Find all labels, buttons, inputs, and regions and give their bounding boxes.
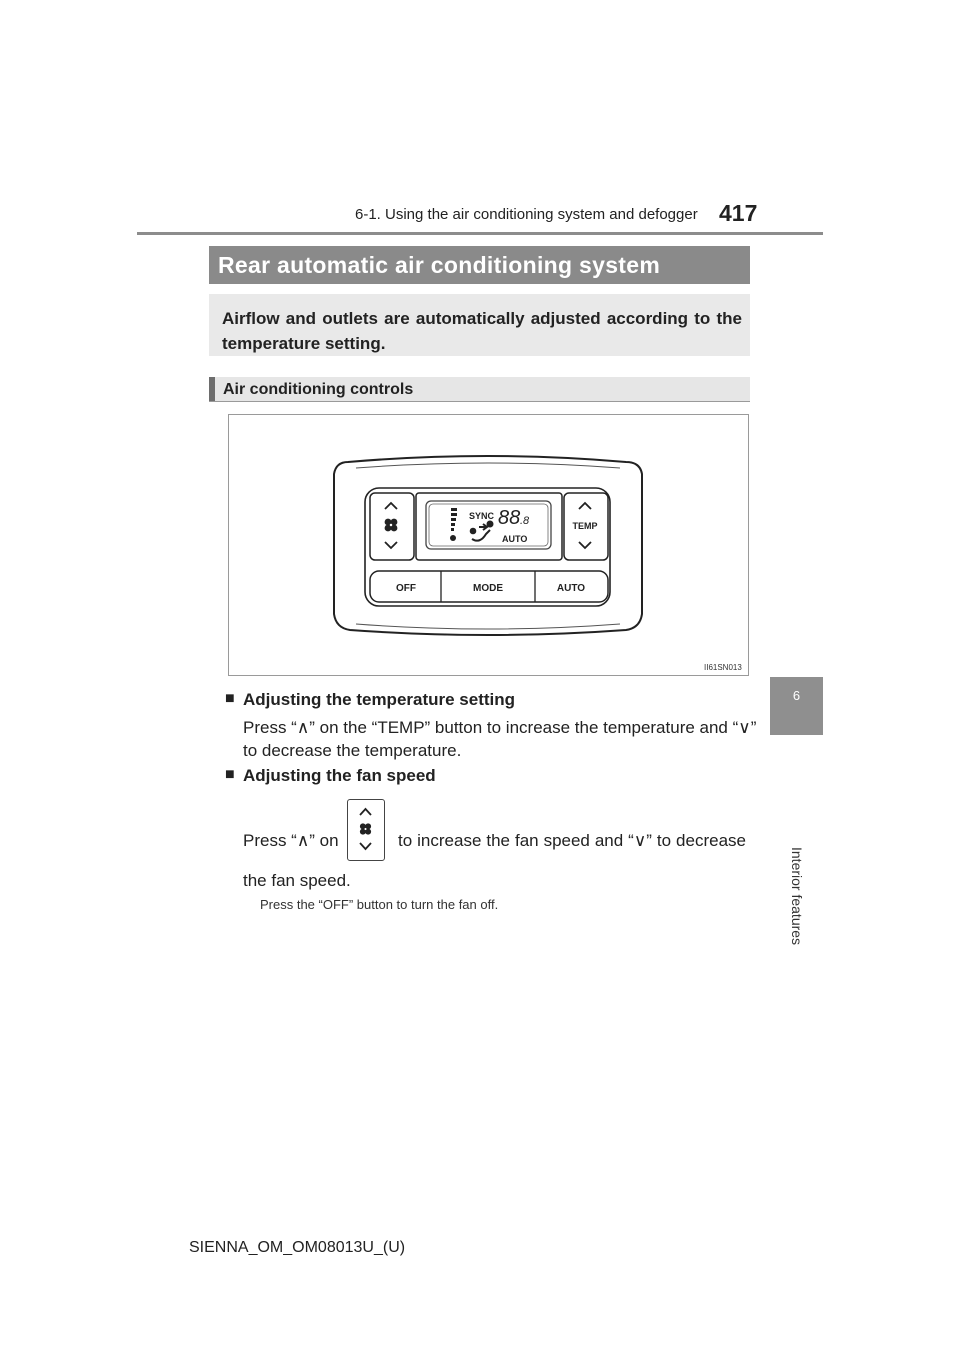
subheading-rule	[209, 401, 750, 402]
temp-label: TEMP	[572, 521, 598, 531]
item-text-temperature-1: Press “∧” on the “TEMP” button to increase the temperature and “∨”	[243, 718, 757, 737]
item-heading-temperature: Adjusting the temperature setting	[243, 690, 516, 709]
chapter-label-text: Interior features	[789, 847, 805, 946]
item-text-fan-before: Press “∧” on	[243, 831, 339, 850]
subheading: Air conditioning controls	[223, 381, 414, 398]
figure-code: II61SN013	[704, 663, 742, 672]
page-title: Rear automatic air conditioning system	[218, 252, 661, 278]
controls-figure	[228, 414, 749, 676]
fan-icon	[385, 519, 398, 532]
item-heading-fan: Adjusting the fan speed	[243, 766, 436, 785]
chapter-tab	[770, 677, 823, 735]
bullet-marker: ■	[225, 690, 235, 707]
fan-off-note: Press the “OFF” button to turn the fan off.	[260, 897, 499, 912]
display-temp-decimal: .8	[520, 515, 530, 527]
chapter-label	[787, 745, 807, 946]
display-auto: AUTO	[502, 534, 528, 544]
chevron-down-icon	[360, 843, 371, 849]
control-panel-illustration	[228, 414, 749, 676]
display-temp: 88	[498, 507, 521, 529]
display-sync: SYNC	[469, 511, 495, 521]
chevron-up-icon	[360, 809, 371, 815]
airflow-icon	[471, 522, 493, 541]
chapter-number: 6	[792, 688, 801, 703]
fan-icon	[360, 823, 371, 834]
document-code: SIENNA_OM_OM08013U_(U)	[189, 1239, 406, 1256]
fan-speed-button-icon	[347, 799, 385, 861]
header-rule	[137, 232, 823, 235]
intro-text: Airflow and outlets are automatically adjusted according to the temperature setting.	[222, 309, 742, 353]
chevron-up-icon	[579, 503, 591, 509]
section-title: 6-1. Using the air conditioning system and defogger	[355, 206, 698, 223]
bullet-marker: ■	[225, 766, 235, 783]
chevron-down-icon	[579, 542, 591, 548]
off-button[interactable]: OFF	[396, 583, 416, 594]
item-text-fan-2: the fan speed.	[243, 871, 351, 890]
subheading-marker	[209, 377, 215, 402]
fan-level-icon	[450, 508, 457, 541]
chevron-down-icon	[385, 542, 397, 548]
item-text-temperature-2: to decrease the temperature.	[243, 741, 462, 760]
chevron-up-icon	[385, 503, 397, 509]
item-text-fan-after: to increase the fan speed and “∨” to decrease	[398, 831, 746, 850]
page-number: 417	[719, 200, 758, 226]
mode-button[interactable]: MODE	[473, 583, 503, 594]
auto-button[interactable]: AUTO	[556, 583, 586, 594]
